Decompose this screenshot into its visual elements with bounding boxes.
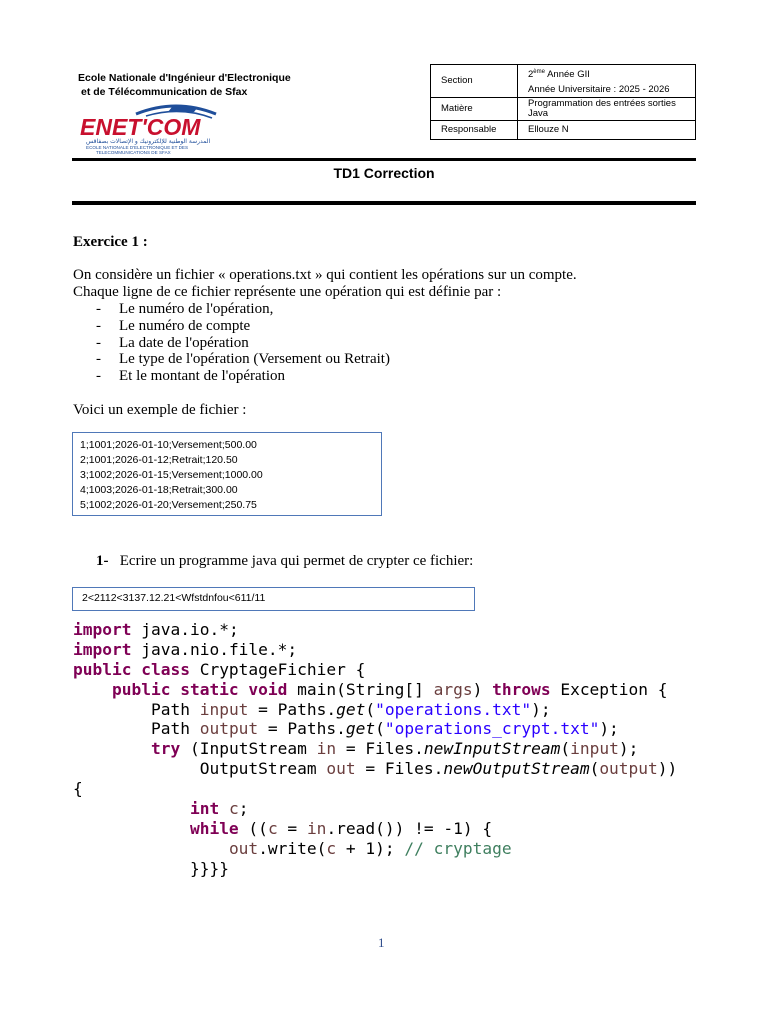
course-info-table — [430, 64, 696, 140]
academic-year: Année Universitaire : 2025 - 2026 — [528, 83, 670, 95]
section-label: Section — [431, 65, 518, 98]
example-file-box — [72, 432, 382, 516]
school-name-line1: Ecole Nationale d'Ingénieur d'Electronique — [78, 72, 291, 84]
code-line: { — [73, 779, 83, 799]
exercise-intro — [73, 267, 577, 301]
list-item: - Et le montant de l'opération — [96, 368, 285, 385]
question-1 — [96, 553, 473, 570]
intro-line-1: On considère un fichier « operations.txt » qui contient les opérations sur un compte. — [73, 267, 577, 283]
info-row-matiere — [431, 98, 696, 121]
responsable-value: Ellouze N — [518, 121, 696, 140]
intro-line-2: Chaque ligne de ce fichier représente une opération qui est définie par : — [73, 284, 502, 300]
code-line: while ((c = in.read()) != -1) { — [189, 818, 493, 838]
logo-subtitle-2: TELECOMMUNICATIONS DE SFAX — [96, 150, 171, 154]
school-name — [78, 71, 291, 99]
info-row-section — [431, 65, 696, 98]
code-line: public static void main(String[] args) throws Exception { — [111, 679, 668, 699]
code-line: import java.io.*; — [73, 620, 239, 639]
code-line: }}}} — [189, 858, 229, 878]
code-line: import java.nio.file.*; — [73, 639, 298, 659]
code-line: try (InputStream in = Files.newInputStream(input); — [150, 739, 639, 759]
matiere-label: Matière — [431, 98, 518, 121]
logo-subtitle-1: ECOLE NATIONALE D'ELECTRONIQUE ET DES — [86, 145, 189, 150]
file-line: 3;1002;2026-01-15;Versement;1000.00 — [80, 469, 263, 481]
title-rule-bottom — [72, 201, 696, 205]
page-title: TD1 Correction — [333, 165, 435, 181]
list-item: - Le numéro de compte — [96, 317, 251, 334]
question-number: 1- — [96, 553, 109, 569]
page-number: 1 — [378, 935, 385, 950]
code-line: int c; — [189, 799, 249, 819]
responsable-label: Responsable — [431, 121, 518, 140]
logo-text: ENET'COM — [80, 114, 201, 140]
title-rule-top — [72, 158, 696, 161]
code-line: Path input = Paths.get("operations.txt"); — [150, 699, 551, 719]
file-line: 4;1003;2026-01-18;Retrait;300.00 — [80, 484, 238, 496]
school-name-line2: et de Télécommunication de Sfax — [81, 86, 248, 98]
example-intro: Voici un exemple de fichier : — [73, 402, 247, 418]
code-line: Path output = Paths.get("operations_crypt.txt"); — [150, 719, 619, 739]
info-row-responsable — [431, 121, 696, 140]
field-list — [96, 301, 390, 385]
logo-arabic: المدرسة الوطنية للإلكترونيك و الإتصالات بصفاقس — [86, 138, 211, 145]
code-line: out.write(c + 1); // cryptage — [228, 838, 512, 858]
enetcom-logo — [76, 104, 222, 154]
matiere-value: Programmation des entrées sorties Java — [518, 98, 696, 121]
code-line: OutputStream out = Files.newOutputStream(output)) — [199, 759, 678, 779]
section-value: 2ème Année GII Année Universitaire : 2025 - 2026 — [518, 65, 696, 98]
file-line: 5;1002;2026-01-20;Versement;250.75 — [80, 499, 257, 511]
list-item: - Le numéro de l'opération, — [96, 301, 274, 317]
code-line: public class CryptageFichier { — [73, 659, 366, 679]
question-text: Ecrire un programme java qui permet de crypter ce fichier: — [119, 553, 474, 569]
crypted-sample-box: 2<2112<3137.12.21<Wfstdnfou<611/11 — [72, 587, 475, 611]
list-item: - Le type de l'opération (Versement ou Retrait) — [96, 351, 390, 368]
list-item: - La date de l'opération — [96, 334, 249, 351]
code-listing — [73, 620, 677, 879]
file-line: 2;1001;2026-01-12;Retrait;120.50 — [80, 454, 238, 466]
file-line: 1;1001;2026-01-10;Versement;500.00 — [80, 439, 257, 451]
exercise-heading: Exercice 1 : — [73, 234, 148, 250]
